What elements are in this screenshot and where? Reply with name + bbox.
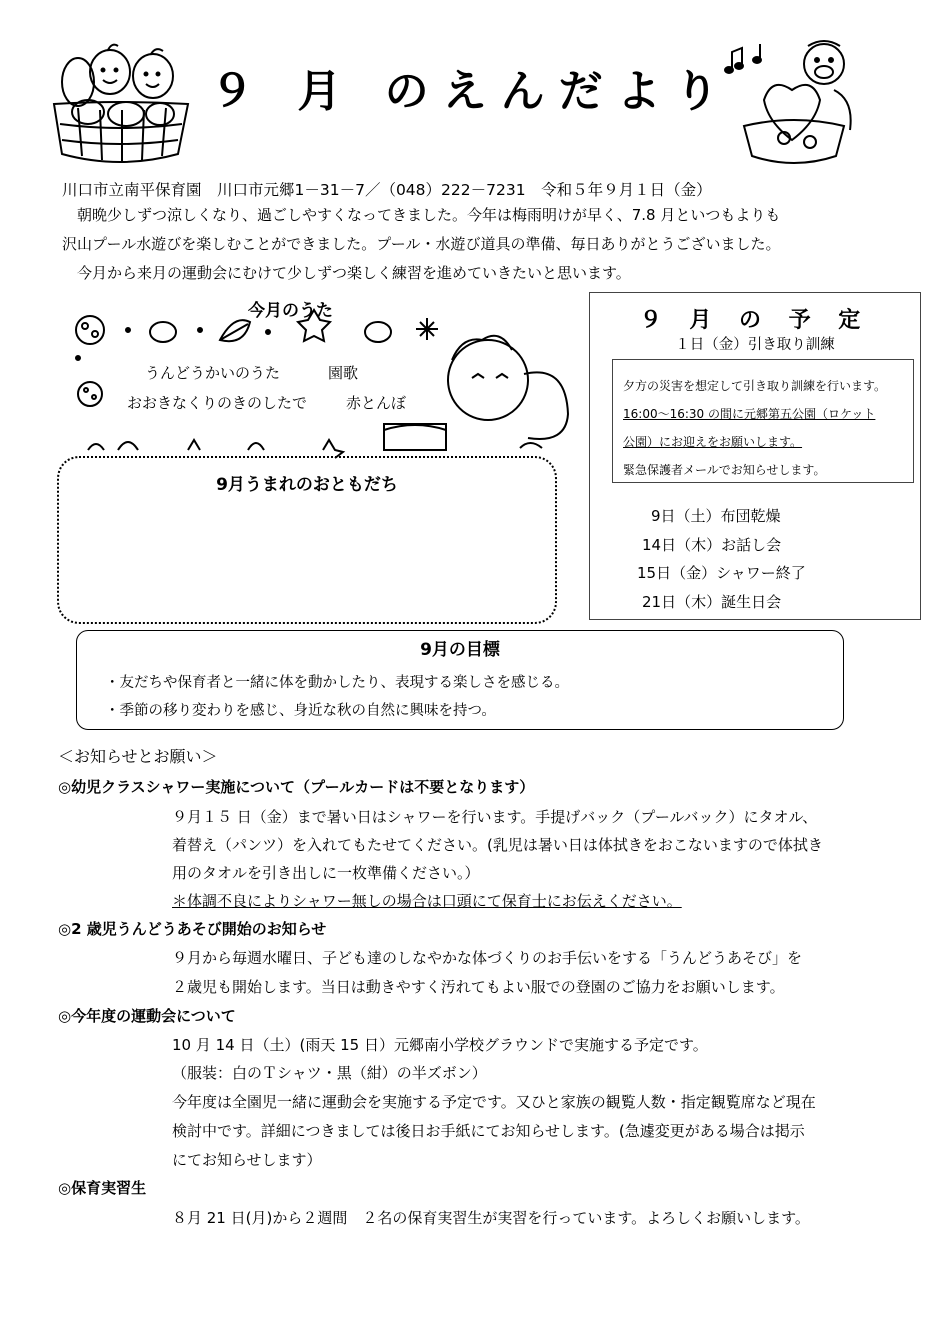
- notice-line: にてお知らせします）: [172, 1151, 322, 1169]
- schedule-note-line: 緊急保護者メールでお知らせします。: [623, 463, 826, 477]
- intro-line-3: 今月から来月の運動会にむけて少しずつ楽しく練習を進めていきたいと思います。: [62, 264, 631, 282]
- notice-section-title: ◎保育実習生: [58, 1179, 147, 1197]
- goal-item: ・友だちや保育者と一緒に体を動かしたり、表現する楽しさを感じる。: [105, 675, 569, 691]
- birthday-title: 9月うまれのおともだち: [216, 475, 398, 495]
- notice-section-title: ◎幼児クラスシャワー実施について（プールカードは不要となります）: [58, 778, 535, 796]
- schedule-item: 9日（土）布団乾燥: [651, 507, 781, 525]
- songs-title: 今月のうた: [248, 301, 333, 321]
- notice-line: ２歳児も開始します。当日は動きやすく汚れてもよい服での登園のご協力をお願いします。: [172, 978, 785, 996]
- notice-line: ９月から毎週水曜日、子ども達のしなやかな体づくりのお手伝いをする「うんどうあそび」を: [172, 949, 803, 967]
- fruit-basket-illustration: [48, 42, 193, 174]
- goal-item: ・季節の移り変わりを感じ、身近な秋の自然に興味を持つ。: [105, 703, 496, 719]
- schedule-item: 21日（木）誕生日会: [642, 593, 782, 611]
- notice-line: 10 月 14 日（土）(雨天 15 日）元郷南小学校グラウンドで実施する予定です。: [172, 1036, 708, 1054]
- notice-line: ９月１５ 日（金）まで暑い日はシャワーを行います。手提げバック（プールバック）にタオル、: [172, 808, 818, 826]
- notice-line: 着替え（パンツ）を入れてもたせてください。(乳児は暑い日は体拭きをおこないますので体拭き: [172, 836, 823, 854]
- song-2-name: おおきなくりのきのしたで: [127, 394, 308, 412]
- schedule-note-line: 公園）にお迎えをお願いします。: [623, 435, 803, 449]
- notices-header: ＜お知らせとお願い＞: [58, 747, 218, 766]
- schedule-item: 15日（金）シャワー終了: [637, 564, 806, 582]
- intro-line-1: 朝晩少しずつ涼しくなり、過ごしやすくなってきました。今年は梅雨明けが早く、7.8 月といつもよりも: [62, 206, 781, 224]
- monkey-heart-illustration: [724, 40, 864, 172]
- goals-title: 9月の目標: [420, 640, 500, 660]
- intro-line-2: 沢山プール水遊びを楽しむことができました。プール・水遊び道具の準備、毎日ありがとうございました。: [62, 235, 781, 253]
- schedule-title: ９ 月 の 予 定: [639, 308, 871, 333]
- notice-line: 検討中です。詳細につきましては後日お手紙にてお知らせします。(急遽変更がある場合は掲示: [172, 1122, 805, 1140]
- notice-line: 今年度は全園児一緒に運動会を実施する予定です。又ひと家族の観覧人数・指定観覧席など現在: [172, 1093, 816, 1111]
- schedule-note: [612, 359, 914, 483]
- schedule-box: [589, 292, 921, 620]
- schedule-item: 14日（木）お話し会: [642, 536, 782, 554]
- header-info: 川口市立南平保育園 川口市元郷1－31－7／（048）222－7231 令和５年９月１日（金）: [62, 181, 712, 199]
- notice-section-title: ◎今年度の運動会について: [58, 1007, 236, 1025]
- goals-box: [76, 630, 844, 730]
- schedule-note-line: 16:00～16:30 の間に元郷第五公園（ロケット: [623, 407, 876, 421]
- schedule-first-item: １日（金）引き取り訓練: [675, 337, 835, 353]
- notice-line: （服装：白のＴシャツ・黒（紺）の半ズボン）: [172, 1064, 487, 1082]
- notice-line: ８月 21 日(月)から２週間 ２名の保育実習生が実習を行っています。よろしくお願いします。: [172, 1209, 810, 1227]
- song-1-name: うんどうかいのうた: [145, 364, 281, 382]
- notice-section-title: ◎2 歳児うんどうあそび開始のお知らせ: [58, 920, 327, 938]
- birthday-box: [57, 456, 557, 624]
- song-1-type: 園歌: [328, 364, 359, 382]
- page-title: ９ 月 のえんだより: [210, 66, 733, 117]
- schedule-note-line: 夕方の災害を想定して引き取り訓練を行います。: [623, 379, 887, 393]
- notice-line: 用のタオルを引き出しに一枚準備ください。）: [172, 864, 480, 882]
- song-2-type: 赤とんぼ: [346, 394, 407, 412]
- notice-line: ＊体調不良によりシャワー無しの場合は口頭にて保育士にお伝えください。: [172, 892, 682, 910]
